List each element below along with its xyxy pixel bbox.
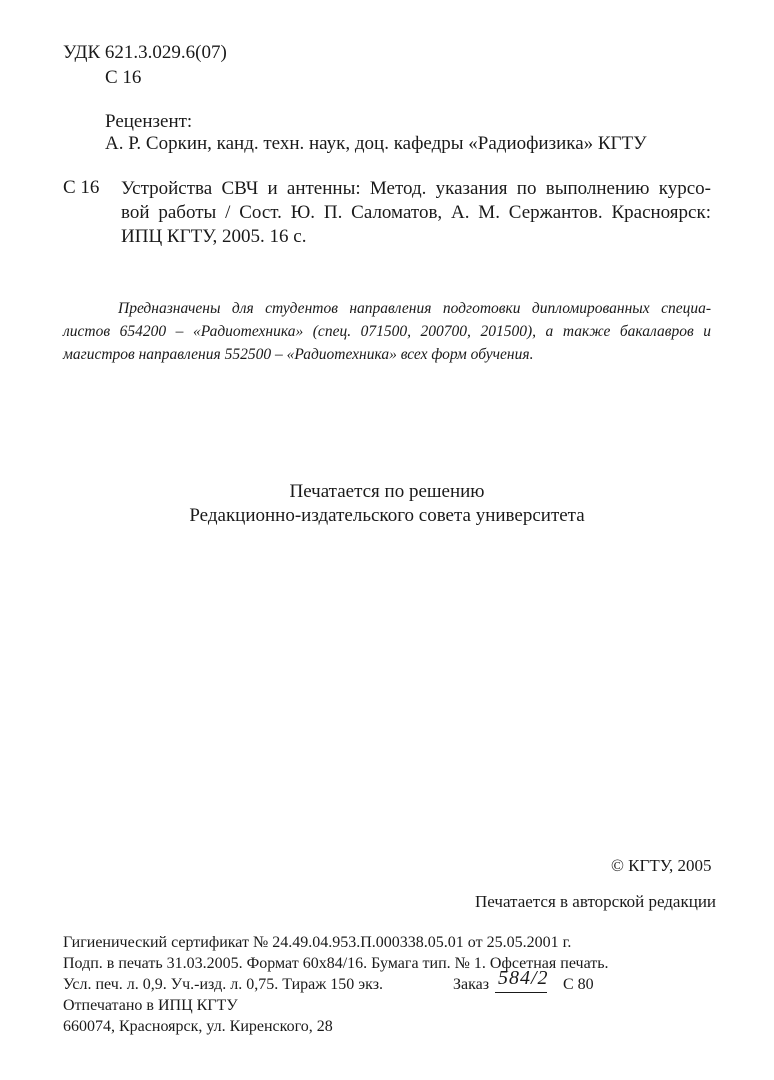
approval-line: Печатается по решению xyxy=(289,481,485,502)
order-label: Заказ xyxy=(453,976,490,993)
bibliography-line: Устройства СВЧ и антенны: Метод. указания по выполнению курсо- xyxy=(121,178,711,199)
bibliographic-description xyxy=(121,177,711,249)
copyright-notice: © КГТУ, 2005 xyxy=(611,856,712,875)
imprint-line: Отпечатано в ИПЦ КГТУ xyxy=(63,997,238,1014)
imprint-block xyxy=(63,932,609,1037)
imprint-line: Подп. в печать 31.03.2005. Формат 60x84/16. Бумага тип. № 1. Офсетная печать. xyxy=(63,955,609,972)
purpose-line: Предназначены для студентов направления подготовки дипломированных специа- xyxy=(118,300,711,317)
imprint-line: 660074, Красноярск, ул. Киренского, 28 xyxy=(63,1018,333,1035)
imprint-line: Гигиенический сертификат № 24.49.04.953.П.000338.05.01 от 25.05.2001 г. xyxy=(63,934,572,951)
reviewer-label: Рецензент: xyxy=(105,111,193,132)
purpose-annotation xyxy=(63,297,711,366)
order-number-handwritten: 584/2 xyxy=(498,967,549,989)
bibliography-code: С 16 xyxy=(63,177,100,198)
bibliography-line: ИПЦ КГТУ, 2005. 16 с. xyxy=(121,226,307,247)
publication-approval xyxy=(0,480,774,528)
imprint-print-stats: Усл. печ. л. 0,9. Уч.-изд. л. 0,75. Тираж 150 экз. xyxy=(63,976,384,993)
purpose-line: листов 654200 – «Радиотехника» (спец. 071500, 200700, 201500), а также бакалавров и xyxy=(63,323,711,340)
order-underline xyxy=(495,992,547,993)
author-mark: С 16 xyxy=(105,67,142,88)
purpose-line: магистров направления 552500 – «Радиотехника» всех форм обучения. xyxy=(63,346,534,363)
approval-line: Редакционно-издательского совета университета xyxy=(189,505,585,526)
reviewer-text: А. Р. Соркин, канд. техн. наук, доц. кафедры «Радиофизика» КГТУ xyxy=(105,133,647,154)
udk-code: УДК 621.3.029.6(07) xyxy=(63,42,227,63)
bibliography-line: вой работы / Сост. Ю. П. Саломатов, А. М. Сержантов. Красноярск: xyxy=(121,202,711,223)
order-code: С 80 xyxy=(563,976,594,993)
edition-note: Печатается в авторской редакции xyxy=(475,892,717,911)
imprint-line-order xyxy=(63,967,609,995)
